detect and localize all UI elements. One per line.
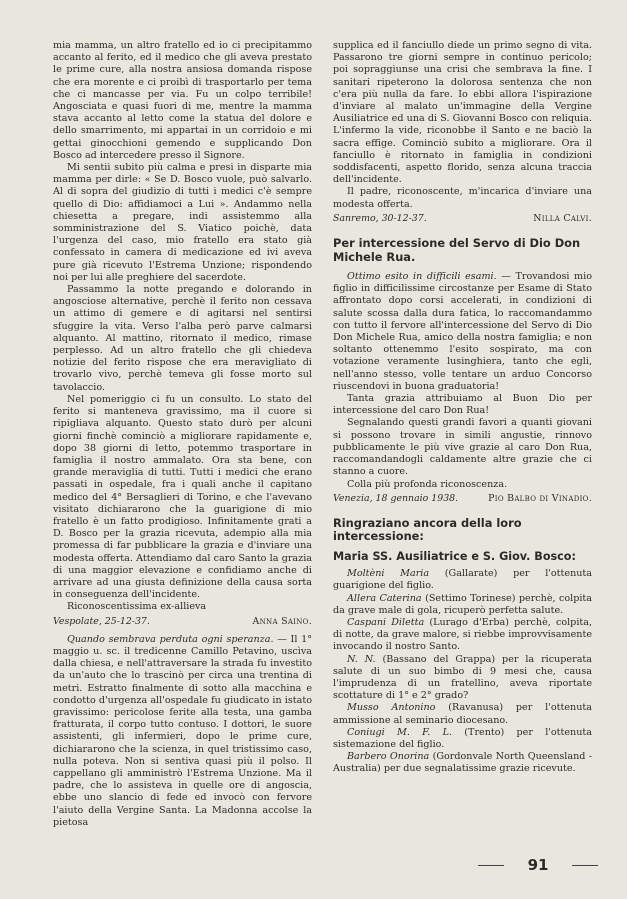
signature-line bbox=[333, 493, 592, 505]
footer-dash bbox=[572, 865, 598, 866]
grace-text: (Gordonvale North Queensland - Australia) per due segnalatissime grazie ricevute. bbox=[333, 751, 592, 775]
graces-list bbox=[333, 568, 592, 775]
subsection-heading: Maria SS. Ausiliatrice e S. Giov. Bosco: bbox=[333, 549, 576, 563]
footer-dash bbox=[478, 865, 504, 866]
grace-name: Caspani Diletta bbox=[347, 616, 425, 628]
grace-text: (Trento) per l'ottenuta sistemazione del figlio. bbox=[333, 726, 592, 750]
page-footer bbox=[478, 856, 598, 874]
grace-text: (Ravanusa) per l'ottenuta ammissione al seminario diocesano. bbox=[333, 702, 592, 726]
paragraph-lead: Ottimo esito in difficili esami. bbox=[347, 271, 497, 283]
list-item bbox=[333, 617, 592, 654]
section-heading: Ringraziano ancora della loro intercessione: bbox=[333, 515, 522, 544]
paragraph: supplica ed il fanciullo diede un primo segno di vita. Passarono tre giorni sempre in continuo pericolo; poi sopraggiunse una crisi che sembrava la fine. I sanitari ripeterono la dolorosa sentenza che non c'era più nulla da fare. Io ebbi allora l'ispirazione d'inviare al malato un'immagine della Vergine Ausiliatrice ed una di S. Giovanni Bosco con reliquia. L'infermo la vide, riconobbe il Santo e ne baciò la sacra effige. Cominciò subito a migliorare. Ora il fanciullo è ritornato in famiglia in condizioni soddisfacenti, aspetto florido, senza alcuna traccia dell'incidente. bbox=[333, 40, 592, 186]
paragraph: Nel pomeriggio ci fu un consulto. Lo stato del ferito si manteneva gravissimo, ma il cuore si ripigliava alquanto. Questo stato durò per alcuni giorni finchè cominciò a migliorare rapidamente e, dopo 38 giorni di letto, potemmo trasportare in famiglia il nostro ammalato. Ora sta bene, con grande meraviglia di tutti. Tutti i medici che erano passati in ospedale, fra i quali anche il capitano medico del 4° Bersaglieri di Torino, e che l'avevano visitato dichiararono che la guarigione di mio fratello è un fatto prodigioso. Infinitamente grati a D. Bosco per la grazia ricevuta, adempio alla mia promessa di far pubblicare la grazia e d'inviare una modesta offerta. Attendiamo dal caro Santo la grazia di una maggior elevazione e confidiamo anche di arrivare ad una giusta definizione della causa sorta in conseguenza dell'incidente. bbox=[53, 393, 312, 601]
signature-name: Anna Saino. bbox=[252, 615, 312, 627]
signature-line bbox=[333, 213, 592, 225]
paragraph: Colla più profonda riconoscenza. bbox=[347, 478, 508, 490]
list-item bbox=[333, 751, 592, 775]
grace-name: Coniugi M. F. L. bbox=[347, 726, 453, 738]
list-item bbox=[333, 702, 592, 726]
paragraph: Il padre, riconoscente, m'incarica d'inviare una modesta offerta. bbox=[333, 186, 592, 210]
grace-name: Barbero Onorina bbox=[347, 751, 430, 763]
grace-name: N. N. bbox=[347, 653, 376, 665]
list-item bbox=[333, 593, 592, 617]
signature-place-date: Venezia, 18 gennaio 1938. bbox=[333, 492, 459, 504]
signature-place-date: Sanremo, 30-12-37. bbox=[333, 212, 427, 224]
page-number: 91 bbox=[527, 856, 549, 874]
paragraph: Riconoscentissima ex-allieva bbox=[67, 601, 207, 613]
grace-name: Musso Antonino bbox=[347, 702, 436, 714]
signature-name: Nilla Calvi. bbox=[533, 212, 592, 224]
paragraph: Passammo la notte pregando e dolorando in angosciose alternative, perchè il ferito non cessava un attimo di gemere e di agitarsi nel sentirsi sfuggire la vita. Verso l'alba però parve calmarsi alquanto. Al mattino, ritornato il medico, rimase perplesso. Ad un altro fratello che gli chiedeva notizie del ferito rispose che era meravigliato di trovarlo vivo, perchè temeva gli fosse morto sul tavolaccio. bbox=[53, 284, 312, 393]
signature-place-date: Vespolate, 25-12-37. bbox=[53, 615, 150, 627]
right-column bbox=[333, 40, 592, 776]
grace-text: (Lurago d'Erba) perchè, colpita, di notte, da grave malore, si riebbe improvvisamente invocando il nostro Santo. bbox=[333, 616, 593, 653]
paragraph: Segnalando questi grandi favori a quanti giovani si possono trovare in simili angustie, rinnovo pubblicamente le più vive grazie al caro Don Rua, raccomandandogli caldamente altre grazie che ci stanno a cuore. bbox=[333, 417, 592, 478]
signature-line bbox=[53, 616, 312, 628]
list-item bbox=[333, 654, 592, 703]
grace-text: (Bassano del Grappa) per la ricuperata salute di un suo bimbo di 9 mesi che, causa l'imprudenza di un fratellino, aveva riportate scottature di 1° e 2° grado? bbox=[333, 653, 592, 702]
list-item bbox=[333, 568, 592, 592]
paragraph-body: — Trovandosi mio figlio in difficilissime circostanze per Esame di Stato affrontato dopo corsi accelerati, in condizioni di salute scossa dalla dura fatica, lo raccomandammo con tutto il fervore all'intercessione del Servo di Dio Don Michele Rua, amico della nostra famiglia; e non soltanto ottenemmo l'esito sospirato, ma con votazione veramente lusinghiera, tanto che egli, nell'anno stesso, volle tentare un arduo Concorso riuscendovi in buona graduatoria! bbox=[333, 271, 592, 392]
grace-text: (Gallarate) per l'ottenuta guarigione del figlio. bbox=[333, 568, 593, 592]
left-column bbox=[53, 40, 312, 829]
section-heading: Per intercessione del Servo di Dio Don Michele Rua. bbox=[333, 236, 581, 264]
list-item bbox=[333, 727, 592, 751]
paragraph-lead: Quando sembrava perduta ogni speranza. bbox=[67, 633, 274, 645]
signature-name: Pio Balbo di Vinadio. bbox=[488, 492, 592, 504]
paragraph-body: — Il 1° maggio u. sc. il tredicenne Camillo Petavino, uscìva dalla chiesa, e nell'attraversare la strada fu investito da un'auto che lo trascinò per circa una trentina di metri. Estratto finalmente di sotto alla macchina e condotto d'urgenza all'ospedale fu giudicato in istato gravissimo: pericolose ferite alla testa, una gamba fratturata, il corpo tutto contuso. I dottori, le suore assistenti, gli infermieri, dopo le prime cure, dichiararono che la scienza, in quel tristissimo caso, nulla poteva. Non si sentiva quasi più il polso. Il cappellano gli amministrò l'Estrema Unzione. Ma il padre, che lo assisteva in quelle ore di angoscia, ebbe uno slancio di fede ed invocò con fervore l'aiuto della Vergine Santa. La Madonna accolse la pietosa bbox=[53, 633, 312, 828]
grace-text: (Settimo Torinese) perchè, colpita da grave male di gola, ricuperò perfetta salute. bbox=[333, 592, 592, 616]
grace-name: Moltèni Maria bbox=[347, 568, 430, 580]
paragraph bbox=[333, 271, 592, 393]
paragraph bbox=[53, 634, 312, 829]
paragraph: Tanta grazia attribuiamo al Buon Dio per intercessione del caro Don Rua! bbox=[333, 393, 592, 417]
grace-name: Allera Caterina bbox=[347, 592, 422, 604]
paragraph: Mi sentii subito più calma e presi in disparte mia mamma per dirle: « Se D. Bosco vuole, può salvarlo. Al di sopra del giudizio di tutti i medici c'è sempre quello di Dio: affidiamoci a Lui ». Andammo nella chiesetta a pregare, indi assistemmo alla somministrazione del S. Viatico poichè, data l'urgenza del caso, mio fratello era stato già confessato in camera di medicazione ed ivi aveva pure già ricevuto l'Estrema Unzione; rispondendo noi per lui alle preghiere del sacerdote. bbox=[53, 162, 312, 283]
paragraph: mia mamma, un altro fratello ed io ci precipitammo accanto al ferito, ed il medico che gli aveva prestato le prime cure, alla nostra ansiosa domanda rispose che era morente e ci proibì di trasportarlo per tema che ci mancasse per via. Fu un colpo terribile! Angosciata e quasi fuori di me, mentre la mamma stava accanto al letto come la statua del dolore e dello smarrimento, mi appartai in un corridoio e mi gettai ginocchioni gemendo e supplicando Don Bosco ad intercedere presso il Signore. bbox=[53, 40, 312, 161]
